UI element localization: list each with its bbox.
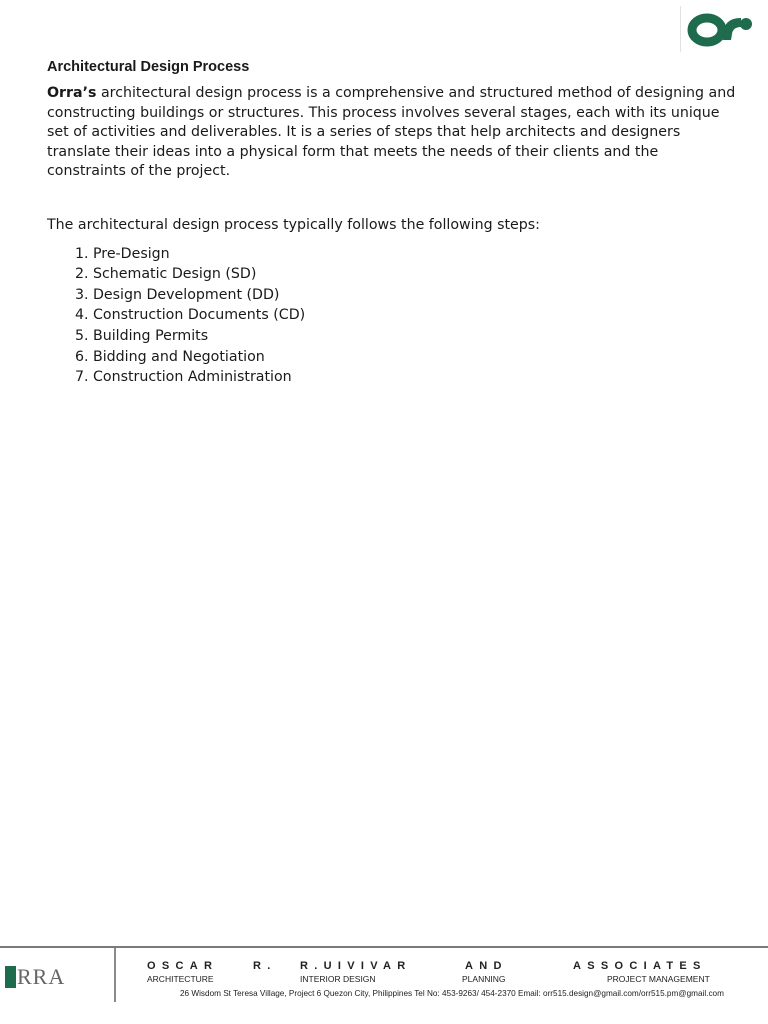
list-item: 7. Construction Administration [93,367,737,388]
page-title: Architectural Design Process [47,59,250,75]
firm-name-oscar: OSCAR [147,960,219,972]
document-body [47,58,737,388]
service-project-management: PROJECT MANAGEMENT [607,974,710,984]
orra-logo-icon [687,10,755,48]
brand-text: RRA [17,964,66,989]
service-planning: PLANNING [462,974,506,984]
intro-text: architectural design process is a comprehensive and structured method of designing and constructing buildings or structures. This process involves several stages, each with its unique set of activities and deliverables. It is a series of steps that help architects and designers translate their ideas into a physical form that meets the needs of their clients and the constraints of the project. [47,85,736,180]
footer-address: 26 Wisdom St Teresa Village, Project 6 Quezon City, Philippines Tel No: 453-9263/ 454-2370 Email: orr515.design@gmail.com/orr515.pm@gmail.com [180,989,724,998]
header-logo [680,6,768,52]
page-footer [0,946,768,1024]
intro-paragraph [47,84,737,182]
list-item: 1. Pre-Design [93,244,737,265]
footer-divider [114,948,116,1002]
footer-brand [5,965,65,989]
list-item: 4. Construction Documents (CD) [93,305,737,326]
steps-intro: The architectural design process typically follows the following steps: [47,216,540,233]
brand-mark-icon [5,966,16,988]
list-item: 2. Schematic Design (SD) [93,264,737,285]
firm-name-ruivivar: R.UIVIVAR [300,960,412,972]
list-item: 3. Design Development (DD) [93,285,737,306]
firm-name-and: AND [465,960,508,972]
list-item: 5. Building Permits [93,326,737,347]
steps-list [47,244,737,388]
firm-name-associates: ASSOCIATES [573,960,707,972]
company-name: Orra’s [47,85,97,101]
list-item: 6. Bidding and Negotiation [93,347,737,368]
service-architecture: ARCHITECTURE [147,974,214,984]
service-interior-design: INTERIOR DESIGN [300,974,376,984]
firm-name-initial: R. [253,960,277,972]
